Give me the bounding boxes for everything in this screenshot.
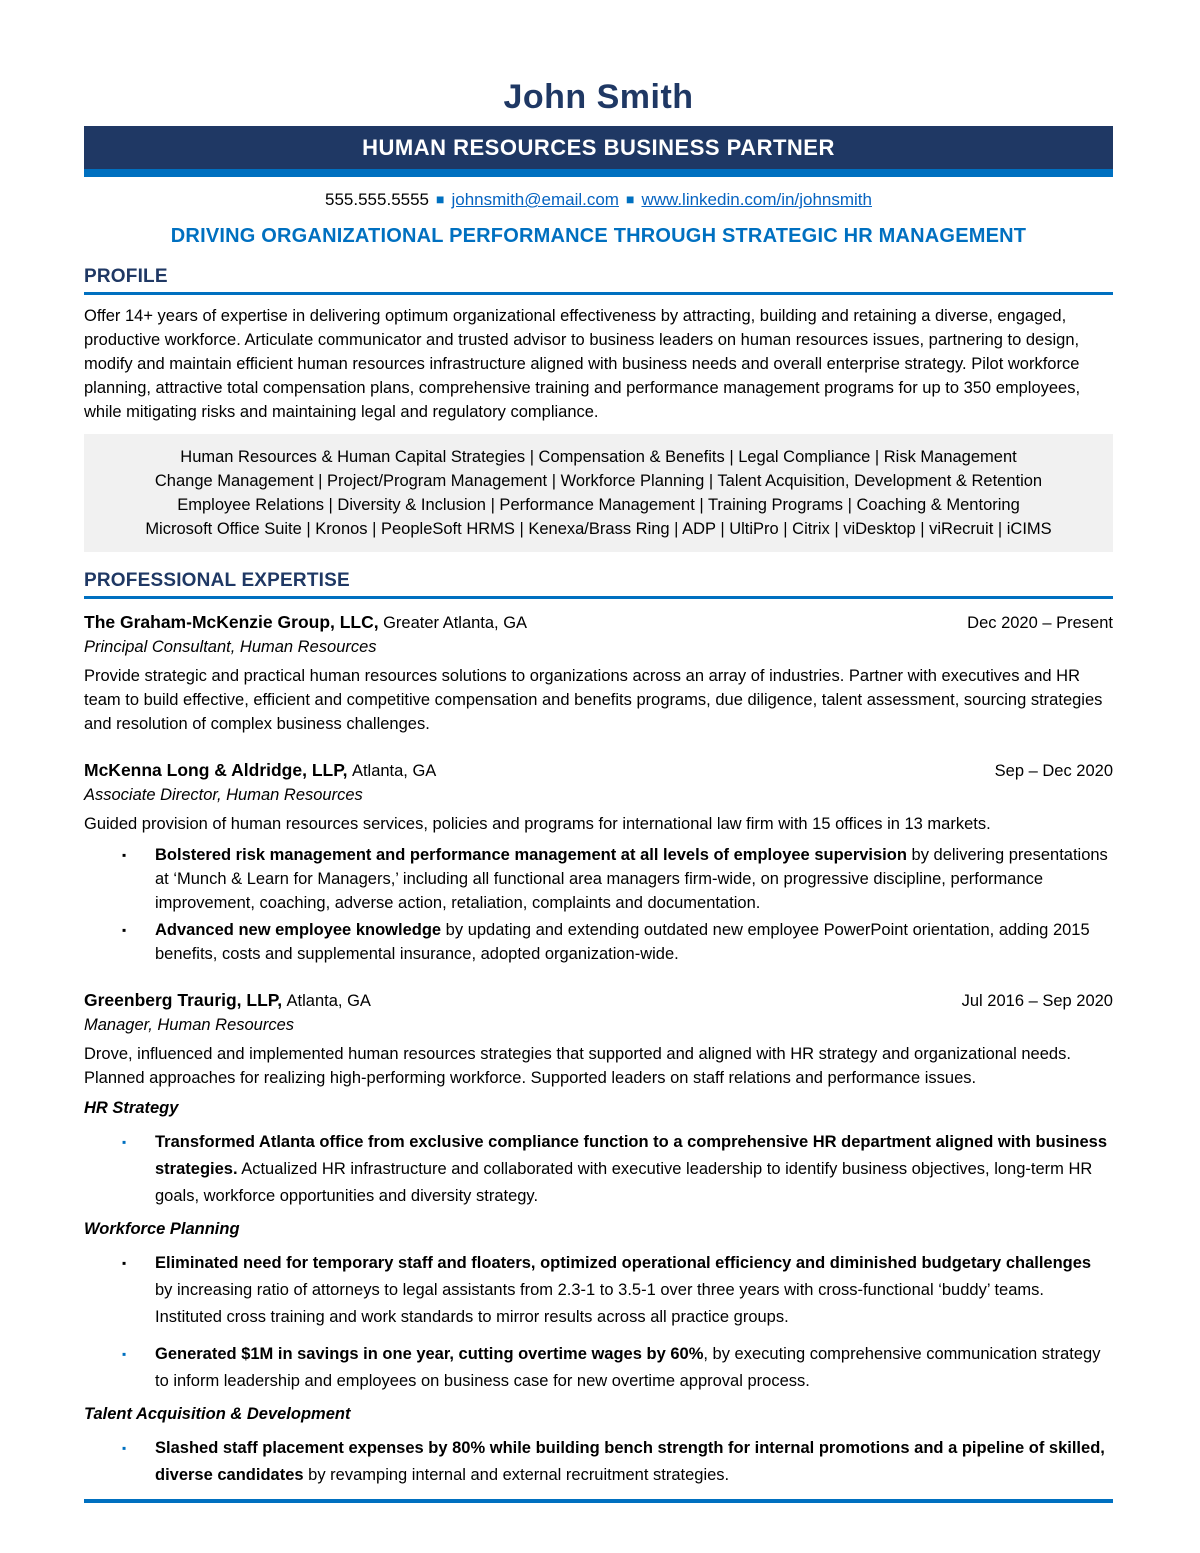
job-entry xyxy=(84,760,1113,966)
skills-line: Change Management | Project/Program Management | Workforce Planning | Talent Acquisition, Development & Retention xyxy=(154,472,1043,490)
linkedin-link[interactable]: www.linkedin.com/in/johnsmith xyxy=(641,190,872,209)
company-location xyxy=(84,990,371,1011)
job-position-title: Principal Consultant, Human Resources xyxy=(84,638,377,656)
bullet-detail: by revamping internal and external recruitment strategies. xyxy=(303,1466,730,1484)
job-dates: Sep – Dec 2020 xyxy=(994,762,1113,780)
title-banner xyxy=(84,126,1113,169)
skills-box xyxy=(84,434,1113,552)
job-description: Guided provision of human resources services, policies and programs for international law firm with 15 offices in 13 markets. xyxy=(84,815,991,833)
job-dates: Jul 2016 – Sep 2020 xyxy=(961,992,1113,1010)
achievement-list xyxy=(84,1129,1113,1210)
tagline: DRIVING ORGANIZATIONAL PERFORMANCE THROUGH STRATEGIC HR MANAGEMENT xyxy=(170,225,1027,247)
job-position-title: Manager, Human Resources xyxy=(84,1016,295,1034)
job-entry xyxy=(84,990,1113,1489)
job-header-row xyxy=(84,760,1113,781)
bullet-bold-lead: Advanced new employee knowledge xyxy=(155,921,442,939)
job-entry xyxy=(84,612,1113,736)
bullet-bold-lead: Bolstered risk management and performance management at all levels of employee supervision xyxy=(155,846,907,864)
bullet-detail: by increasing ratio of attorneys to legal assistants from 2.3-1 to 3.5-1 over three years with cross-functional ‘buddy’ teams. Instituted cross training and work standards to mirror results across all practice groups. xyxy=(155,1281,1044,1326)
bullet-bold-lead: Transformed Atlanta office from exclusive compliance function to a comprehensive HR department aligned with business strategies. xyxy=(155,1133,1108,1178)
company-location-text: Atlanta, GA xyxy=(351,762,437,780)
bullet-bold-lead: Slashed staff placement expenses by 80% while building bench strength for internal promotions and a pipeline of skilled, diverse candidates xyxy=(155,1439,1105,1484)
achievement-bullet xyxy=(84,843,1113,915)
achievement-bullet xyxy=(84,1341,1113,1395)
footer-divider xyxy=(84,1499,1113,1503)
subsection-heading: HR Strategy xyxy=(84,1099,179,1117)
job-position-title: Associate Director, Human Resources xyxy=(84,786,363,804)
section-heading-experience: PROFESSIONAL EXPERTISE xyxy=(84,570,1113,599)
subsection-heading: Workforce Planning xyxy=(84,1220,240,1238)
company-location-text: Atlanta, GA xyxy=(286,992,371,1010)
bullet-detail: Actualized HR infrastructure and collaborated with executive leadership to identify business objectives, long-term HR goals, workforce opportunities and diversity strategy. xyxy=(155,1160,1093,1205)
job-title-text: HUMAN RESOURCES BUSINESS PARTNER xyxy=(362,135,835,160)
contact-line xyxy=(84,190,1113,210)
candidate-name: John Smith xyxy=(503,78,694,116)
skills-line: Employee Relations | Diversity & Inclusion | Performance Management | Training Programs | Coaching & Mentoring xyxy=(177,496,1020,514)
profile-summary: Offer 14+ years of expertise in delivering optimum organizational effectiveness by attracting, building and retaining a diverse, engaged, productive workforce. Articulate communicator and trusted advisor to business leaders on human resources issues, partnering to design, modify and maintain efficient human resources infrastructure aligned with business needs and overall enterprise strategy. Pilot workforce planning, attractive total compensation plans, comprehensive training and performance management programs for up to 350 employees, while mitigating risks and maintaining legal and regulatory compliance. xyxy=(84,307,1081,421)
bullet-detail: by updating and extending outdated new employee PowerPoint orientation, adding 2015 benefits, costs and supplemental insurance, adopted organization-wide. xyxy=(155,921,1090,963)
skills-line: Human Resources & Human Capital Strategies | Compensation & Benefits | Legal Compliance | Risk Management xyxy=(180,448,1017,466)
achievement-list xyxy=(84,1250,1113,1395)
achievement-bullet xyxy=(84,1129,1113,1210)
achievement-bullet xyxy=(84,1250,1113,1331)
square-separator-icon: ■ xyxy=(436,191,445,207)
section-heading-profile: PROFILE xyxy=(84,266,1113,295)
bullet-detail: by delivering presentations at ‘Munch & Learn for Managers,’ including all functional area managers firm-wide, on progressive discipline, performance improvement, coaching, adverse action, retaliation, complaints and documentation. xyxy=(155,846,1108,912)
company-name: McKenna Long & Aldridge, LLP, xyxy=(84,760,348,780)
bullet-bold-lead: Generated $1M in savings in one year, cutting overtime wages by 60% xyxy=(155,1345,704,1363)
achievement-bullet xyxy=(84,918,1113,966)
skills-line: Microsoft Office Suite | Kronos | PeopleSoft HRMS | Kenexa/Brass Ring | ADP | UltiPro | Citrix | viDesktop | viRecruit | iCIMS xyxy=(145,520,1052,538)
job-header-row xyxy=(84,612,1113,633)
bullet-bold-lead: Eliminated need for temporary staff and floaters, optimized operational efficiency and diminished budgetary challenges xyxy=(155,1254,1092,1272)
subsection-heading: Talent Acquisition & Development xyxy=(84,1405,351,1423)
job-description: Provide strategic and practical human resources solutions to organizations across an array of industries. Partner with executives and HR team to build effective, efficient and competitive compensation and benefits programs, due diligence, talent assessment, sourcing strategies and resolution of complex business challenges. xyxy=(84,667,1103,733)
company-location-text: Greater Atlanta, GA xyxy=(383,614,528,632)
bullet-detail: , by executing comprehensive communication strategy to inform leadership and employees on business case for new overtime approval process. xyxy=(155,1345,1101,1390)
email-link[interactable]: johnsmith@email.com xyxy=(451,190,619,209)
achievement-list xyxy=(84,1435,1113,1489)
square-separator-icon: ■ xyxy=(625,191,635,207)
job-header-row xyxy=(84,990,1113,1011)
company-name: The Graham-McKenzie Group, LLC, xyxy=(84,612,379,632)
phone-number: 555.555.5555 xyxy=(325,190,430,209)
achievement-list xyxy=(84,843,1113,966)
company-location xyxy=(84,612,527,633)
job-dates: Dec 2020 – Present xyxy=(967,614,1113,632)
banner-accent-stripe xyxy=(84,169,1113,177)
job-description: Drove, influenced and implemented human resources strategies that supported and aligned with HR strategy and organizational needs. Planned approaches for realizing high-performing workforce. Supported leaders on staff relations and performance issues. xyxy=(84,1045,1071,1087)
company-location xyxy=(84,760,436,781)
achievement-bullet xyxy=(84,1435,1113,1489)
company-name: Greenberg Traurig, LLP, xyxy=(84,990,283,1010)
